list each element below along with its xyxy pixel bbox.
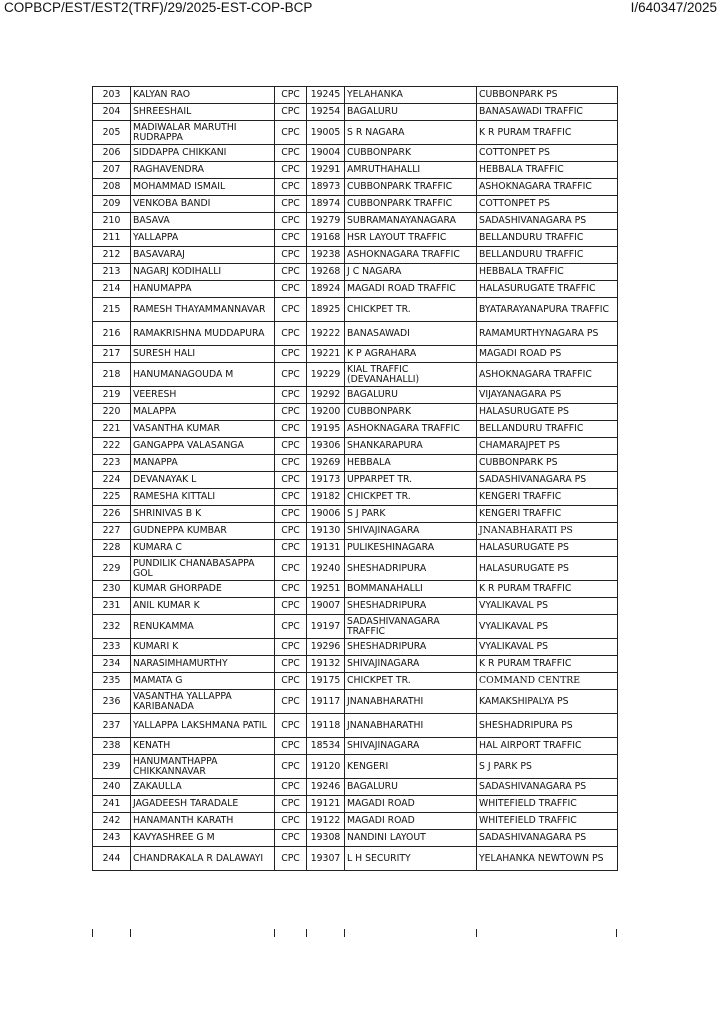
serial-number-cell: 241 [93,796,131,813]
table-row [93,557,618,581]
table-row [93,540,618,557]
table-row [93,813,618,830]
badge-number-cell: 19195 [307,421,345,438]
name-cell: HANAMANTH KARATH [131,813,275,830]
from-unit-cell: PULIKESHINAGARA [345,540,477,557]
to-unit-cell: COTTONPET PS [477,196,618,213]
serial-number-cell: 207 [93,162,131,179]
name-cell: GUDNEPPA KUMBAR [131,523,275,540]
name-cell: KUMAR GHORPADE [131,581,275,598]
table-row [93,714,618,738]
to-unit-cell: VYALIKAVAL PS [477,615,618,639]
badge-number-cell: 19005 [307,121,345,145]
serial-number-cell: 230 [93,581,131,598]
name-cell: KENATH [131,738,275,755]
name-cell: KUMARI K [131,639,275,656]
to-unit-cell: SHESHADRIPURA PS [477,714,618,738]
table-row [93,404,618,421]
from-unit-cell: HEBBALA [345,455,477,472]
to-unit-cell: SADASHIVANAGARA PS [477,830,618,847]
serial-number-cell: 219 [93,387,131,404]
to-unit-cell: SADASHIVANAGARA PS [477,472,618,489]
name-cell: RAMESH THAYAMMANNAVAR [131,298,275,322]
from-unit-cell: MAGADI ROAD [345,796,477,813]
badge-number-cell: 19117 [307,690,345,714]
serial-number-cell: 242 [93,813,131,830]
badge-number-cell: 19254 [307,104,345,121]
serial-number-cell: 220 [93,404,131,421]
name-cell: BASAVARAJ [131,247,275,264]
to-unit-cell: HEBBALA TRAFFIC [477,162,618,179]
from-unit-cell: SHESHADRIPURA [345,598,477,615]
from-unit-cell: CHICKPET TR. [345,298,477,322]
from-unit-cell: K P AGRAHARA [345,346,477,363]
rank-cell: CPC [275,196,307,213]
serial-number-cell: 205 [93,121,131,145]
table-row [93,581,618,598]
badge-number-cell: 18973 [307,179,345,196]
name-cell: MALAPPA [131,404,275,421]
to-unit-cell: CHAMARAJPET PS [477,438,618,455]
badge-number-cell: 19245 [307,87,345,104]
to-unit-cell: BANASAWADI TRAFFIC [477,104,618,121]
rank-cell: CPC [275,656,307,673]
table-row [93,421,618,438]
to-unit-cell: HALASURUGATE PS [477,404,618,421]
name-cell: RAGHAVENDRA [131,162,275,179]
serial-number-cell: 238 [93,738,131,755]
to-unit-cell: HEBBALA TRAFFIC [477,264,618,281]
from-unit-cell: CUBBONPARK [345,145,477,162]
rank-cell: CPC [275,779,307,796]
to-unit-cell: BELLANDURU TRAFFIC [477,247,618,264]
table-row [93,230,618,247]
inward-number: I/640347/2025 [630,0,717,15]
to-unit-cell: RAMAMURTHYNAGARA PS [477,322,618,346]
table-row [93,298,618,322]
table-row [93,247,618,264]
badge-number-cell: 19307 [307,847,345,871]
from-unit-cell: JNANABHARATHI [345,714,477,738]
badge-number-cell: 19279 [307,213,345,230]
serial-number-cell: 223 [93,455,131,472]
badge-number-cell: 19122 [307,813,345,830]
table-row [93,690,618,714]
to-unit-cell: K R PURAM TRAFFIC [477,656,618,673]
to-unit-cell: CUBBONPARK PS [477,87,618,104]
serial-number-cell: 215 [93,298,131,322]
from-unit-cell: BAGALURU [345,104,477,121]
rank-cell: CPC [275,581,307,598]
table-row [93,363,618,387]
table-row [93,779,618,796]
table-row [93,196,618,213]
rank-cell: CPC [275,673,307,690]
to-unit-cell: COTTONPET PS [477,145,618,162]
name-cell: HANUMAPPA [131,281,275,298]
to-unit-cell: WHITEFIELD TRAFFIC [477,813,618,830]
badge-number-cell: 19007 [307,598,345,615]
serial-number-cell: 227 [93,523,131,540]
badge-number-cell: 19118 [307,714,345,738]
name-cell: ANIL KUMAR K [131,598,275,615]
table-row [93,755,618,779]
name-cell: JAGADEESH TARADALE [131,796,275,813]
serial-number-cell: 208 [93,179,131,196]
to-unit-cell: KAMAKSHIPALYA PS [477,690,618,714]
document-reference-number: COPBCP/EST/EST2(TRF)/29/2025-EST-COP-BCP [4,0,313,15]
name-cell: MAMATA G [131,673,275,690]
serial-number-cell: 232 [93,615,131,639]
rank-cell: CPC [275,145,307,162]
serial-number-cell: 222 [93,438,131,455]
table-row [93,796,618,813]
rank-cell: CPC [275,755,307,779]
serial-number-cell: 237 [93,714,131,738]
from-unit-cell: L H SECURITY [345,847,477,871]
rank-cell: CPC [275,813,307,830]
name-cell: VASANTHA KUMAR [131,421,275,438]
badge-number-cell: 19006 [307,506,345,523]
to-unit-cell: HALASURUGATE TRAFFIC [477,281,618,298]
name-cell: PUNDILIK CHANABASAPPA GOL [131,557,275,581]
name-cell: ZAKAULLA [131,779,275,796]
serial-number-cell: 225 [93,489,131,506]
to-unit-cell: ASHOKNAGARA TRAFFIC [477,179,618,196]
serial-number-cell: 243 [93,830,131,847]
table-row [93,830,618,847]
from-unit-cell: J C NAGARA [345,264,477,281]
table-row [93,213,618,230]
to-unit-cell: WHITEFIELD TRAFFIC [477,796,618,813]
name-cell: YALLAPPA LAKSHMANA PATIL [131,714,275,738]
from-unit-cell: JNANABHARATHI [345,690,477,714]
name-cell: VENKOBA BANDI [131,196,275,213]
name-cell: NAGARJ KODIHALLI [131,264,275,281]
serial-number-cell: 234 [93,656,131,673]
serial-number-cell: 231 [93,598,131,615]
rank-cell: CPC [275,489,307,506]
rank-cell: CPC [275,472,307,489]
name-cell: CHANDRAKALA R DALAWAYI [131,847,275,871]
badge-number-cell: 19296 [307,639,345,656]
serial-number-cell: 203 [93,87,131,104]
badge-number-cell: 19175 [307,673,345,690]
table-row [93,179,618,196]
serial-number-cell: 213 [93,264,131,281]
name-cell: RENUKAMMA [131,615,275,639]
table-row [93,438,618,455]
name-cell: MADIWALAR MARUTHI RUDRAPPA [131,121,275,145]
name-cell: DEVANAYAK L [131,472,275,489]
badge-number-cell: 19120 [307,755,345,779]
table-row [93,472,618,489]
serial-number-cell: 209 [93,196,131,213]
to-unit-cell: BELLANDURU TRAFFIC [477,230,618,247]
badge-number-cell: 19246 [307,779,345,796]
name-cell: SIDDAPPA CHIKKANI [131,145,275,162]
from-unit-cell: CHICKPET TR. [345,489,477,506]
badge-number-cell: 18924 [307,281,345,298]
to-unit-cell: JNANABHARATI PS [477,523,618,540]
rank-cell: CPC [275,615,307,639]
from-unit-cell: CUBBONPARK TRAFFIC [345,179,477,196]
table-row [93,598,618,615]
badge-number-cell: 19229 [307,363,345,387]
to-unit-cell: KENGERI TRAFFIC [477,506,618,523]
rank-cell: CPC [275,714,307,738]
badge-number-cell: 18534 [307,738,345,755]
table-row [93,387,618,404]
from-unit-cell: UPPARPET TR. [345,472,477,489]
from-unit-cell: BANASAWADI [345,322,477,346]
table-row [93,847,618,871]
badge-number-cell: 19121 [307,796,345,813]
serial-number-cell: 218 [93,363,131,387]
badge-number-cell: 19238 [307,247,345,264]
serial-number-cell: 211 [93,230,131,247]
to-unit-cell: KENGERI TRAFFIC [477,489,618,506]
badge-number-cell: 19269 [307,455,345,472]
name-cell: HANUMANAGOUDA M [131,363,275,387]
from-unit-cell: SHIVAJINAGARA [345,523,477,540]
name-cell: SURESH HALI [131,346,275,363]
table-row [93,615,618,639]
name-cell: YALLAPPA [131,230,275,247]
from-unit-cell: S J PARK [345,506,477,523]
table-row [93,506,618,523]
rank-cell: CPC [275,421,307,438]
from-unit-cell: S R NAGARA [345,121,477,145]
rank-cell: CPC [275,506,307,523]
rank-cell: CPC [275,179,307,196]
rank-cell: CPC [275,738,307,755]
table-row [93,656,618,673]
table-row [93,121,618,145]
from-unit-cell: SHANKARAPURA [345,438,477,455]
badge-number-cell: 19131 [307,540,345,557]
from-unit-cell: YELAHANKA [345,87,477,104]
rank-cell: CPC [275,847,307,871]
serial-number-cell: 210 [93,213,131,230]
table-row [93,264,618,281]
to-unit-cell: YELAHANKA NEWTOWN PS [477,847,618,871]
badge-number-cell: 19168 [307,230,345,247]
rank-cell: CPC [275,121,307,145]
table-row [93,639,618,656]
badge-number-cell: 19130 [307,523,345,540]
to-unit-cell: COMMAND CENTRE [477,673,618,690]
table-row [93,281,618,298]
table-row [93,162,618,179]
from-unit-cell: SUBRAMANAYANAGARA [345,213,477,230]
from-unit-cell: MAGADI ROAD TRAFFIC [345,281,477,298]
badge-number-cell: 19292 [307,387,345,404]
to-unit-cell: S J PARK PS [477,755,618,779]
from-unit-cell: BAGALURU [345,779,477,796]
serial-number-cell: 233 [93,639,131,656]
table-row [93,489,618,506]
serial-number-cell: 214 [93,281,131,298]
badge-number-cell: 19268 [307,264,345,281]
serial-number-cell: 226 [93,506,131,523]
name-cell: MOHAMMAD ISMAIL [131,179,275,196]
serial-number-cell: 216 [93,322,131,346]
serial-number-cell: 229 [93,557,131,581]
to-unit-cell: SADASHIVANAGARA PS [477,779,618,796]
table-row [93,738,618,755]
table-row [93,455,618,472]
to-unit-cell: HALASURUGATE PS [477,540,618,557]
table-row [93,346,618,363]
from-unit-cell: KENGERI [345,755,477,779]
serial-number-cell: 217 [93,346,131,363]
name-cell: NARASIMHAMURTHY [131,656,275,673]
badge-number-cell: 19200 [307,404,345,421]
name-cell: MANAPPA [131,455,275,472]
serial-number-cell: 206 [93,145,131,162]
table-row [93,87,618,104]
name-cell: VASANTHA YALLAPPA KARIBANADA [131,690,275,714]
from-unit-cell: CHICKPET TR. [345,673,477,690]
table-row [93,104,618,121]
name-cell: KAVYASHREE G M [131,830,275,847]
from-unit-cell: HSR LAYOUT TRAFFIC [345,230,477,247]
badge-number-cell: 19222 [307,322,345,346]
badge-number-cell: 19132 [307,656,345,673]
serial-number-cell: 239 [93,755,131,779]
name-cell: RAMAKRISHNA MUDDAPURA [131,322,275,346]
serial-number-cell: 228 [93,540,131,557]
from-unit-cell: MAGADI ROAD [345,813,477,830]
serial-number-cell: 221 [93,421,131,438]
badge-number-cell: 19173 [307,472,345,489]
to-unit-cell: VYALIKAVAL PS [477,639,618,656]
rank-cell: CPC [275,455,307,472]
to-unit-cell: K R PURAM TRAFFIC [477,581,618,598]
badge-number-cell: 19197 [307,615,345,639]
serial-number-cell: 240 [93,779,131,796]
rank-cell: CPC [275,322,307,346]
from-unit-cell: KIAL TRAFFIC (DEVANAHALLI) [345,363,477,387]
from-unit-cell: ASHOKNAGARA TRAFFIC [345,421,477,438]
from-unit-cell: CUBBONPARK TRAFFIC [345,196,477,213]
name-cell: KALYAN RAO [131,87,275,104]
badge-number-cell: 18974 [307,196,345,213]
badge-number-cell: 19221 [307,346,345,363]
name-cell: RAMESHA KITTALI [131,489,275,506]
rank-cell: CPC [275,639,307,656]
rank-cell: CPC [275,404,307,421]
from-unit-cell: ASHOKNAGARA TRAFFIC [345,247,477,264]
rank-cell: CPC [275,213,307,230]
badge-number-cell: 19306 [307,438,345,455]
rank-cell: CPC [275,87,307,104]
name-cell: GANGAPPA VALASANGA [131,438,275,455]
transfer-list-table [92,86,618,871]
serial-number-cell: 236 [93,690,131,714]
table-row [93,145,618,162]
rank-cell: CPC [275,523,307,540]
rank-cell: CPC [275,104,307,121]
name-cell: KUMARA C [131,540,275,557]
rank-cell: CPC [275,363,307,387]
to-unit-cell: HALASURUGATE PS [477,557,618,581]
to-unit-cell: ASHOKNAGARA TRAFFIC [477,363,618,387]
badge-number-cell: 19308 [307,830,345,847]
to-unit-cell: VYALIKAVAL PS [477,598,618,615]
from-unit-cell: SHESHADRIPURA [345,639,477,656]
rank-cell: CPC [275,796,307,813]
rank-cell: CPC [275,830,307,847]
rank-cell: CPC [275,247,307,264]
name-cell: HANUMANTHAPPA CHIKKANNAVAR [131,755,275,779]
rank-cell: CPC [275,298,307,322]
table-row [93,673,618,690]
to-unit-cell: BYATARAYANAPURA TRAFFIC [477,298,618,322]
rank-cell: CPC [275,387,307,404]
badge-number-cell: 18925 [307,298,345,322]
from-unit-cell: CUBBONPARK [345,404,477,421]
badge-number-cell: 19251 [307,581,345,598]
from-unit-cell: SHIVAJINAGARA [345,738,477,755]
rank-cell: CPC [275,346,307,363]
serial-number-cell: 204 [93,104,131,121]
rank-cell: CPC [275,162,307,179]
rank-cell: CPC [275,264,307,281]
rank-cell: CPC [275,598,307,615]
name-cell: BASAVA [131,213,275,230]
from-unit-cell: SHIVAJINAGARA [345,656,477,673]
rank-cell: CPC [275,690,307,714]
serial-number-cell: 235 [93,673,131,690]
serial-number-cell: 244 [93,847,131,871]
from-unit-cell: SHESHADRIPURA [345,557,477,581]
from-unit-cell: BOMMANAHALLI [345,581,477,598]
table-row [93,322,618,346]
to-unit-cell: BELLANDURU TRAFFIC [477,421,618,438]
rank-cell: CPC [275,438,307,455]
from-unit-cell: NANDINI LAYOUT [345,830,477,847]
to-unit-cell: HAL AIRPORT TRAFFIC [477,738,618,755]
table-continuation-lines [92,929,617,937]
badge-number-cell: 19182 [307,489,345,506]
serial-number-cell: 212 [93,247,131,264]
badge-number-cell: 19291 [307,162,345,179]
serial-number-cell: 224 [93,472,131,489]
to-unit-cell: MAGADI ROAD PS [477,346,618,363]
name-cell: SHRINIVAS B K [131,506,275,523]
rank-cell: CPC [275,540,307,557]
rank-cell: CPC [275,281,307,298]
from-unit-cell: BAGALURU [345,387,477,404]
from-unit-cell: SADASHIVANAGARA TRAFFIC [345,615,477,639]
to-unit-cell: CUBBONPARK PS [477,455,618,472]
to-unit-cell: K R PURAM TRAFFIC [477,121,618,145]
name-cell: VEERESH [131,387,275,404]
rank-cell: CPC [275,230,307,247]
table-row [93,523,618,540]
to-unit-cell: VIJAYANAGARA PS [477,387,618,404]
to-unit-cell: SADASHIVANAGARA PS [477,213,618,230]
badge-number-cell: 19004 [307,145,345,162]
rank-cell: CPC [275,557,307,581]
badge-number-cell: 19240 [307,557,345,581]
from-unit-cell: AMRUTHAHALLI [345,162,477,179]
name-cell: SHREESHAIL [131,104,275,121]
